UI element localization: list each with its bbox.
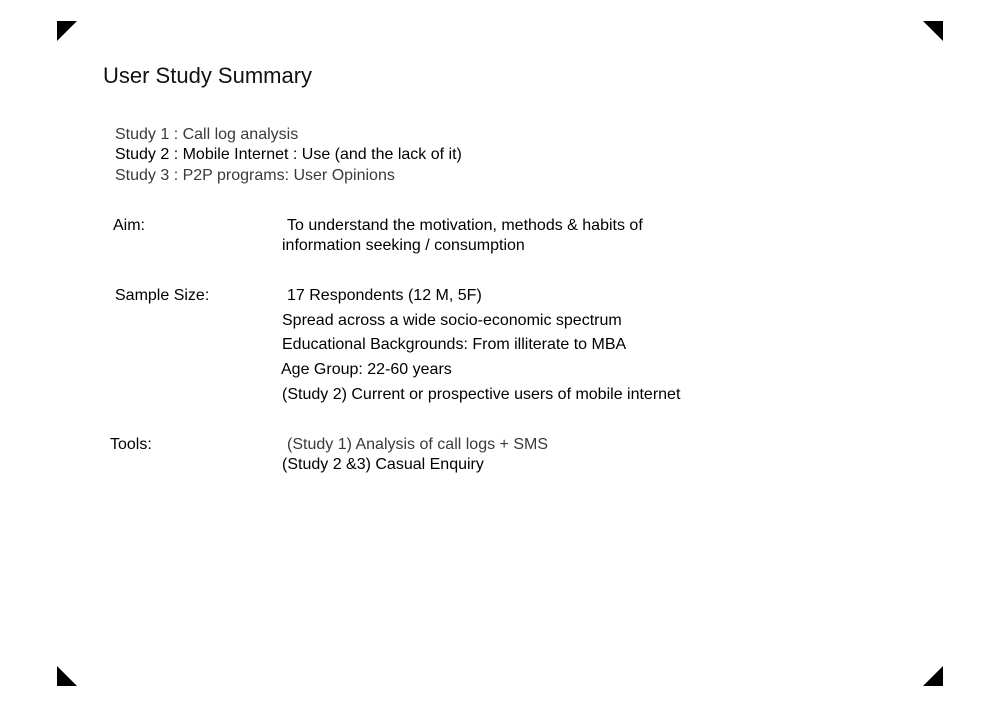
corner-mark-bottom-left — [57, 666, 77, 686]
study-1-line: Study 1 : Call log analysis — [115, 126, 299, 143]
tools-label: Tools: — [110, 436, 152, 453]
corner-mark-top-right — [923, 21, 943, 41]
sample-line-5: (Study 2) Current or prospective users of mobile internet — [282, 386, 681, 403]
sample-line-2: Spread across a wide socio-economic spectrum — [282, 312, 622, 329]
tools-line-1: (Study 1) Analysis of call logs + SMS — [287, 436, 548, 453]
aim-line-2: information seeking / consumption — [282, 237, 525, 254]
aim-line-1: To understand the motivation, methods & habits of — [287, 217, 643, 234]
study-2-line: Study 2 : Mobile Internet : Use (and the lack of it) — [115, 146, 462, 163]
sample-line-4: Age Group: 22-60 years — [281, 361, 452, 378]
aim-label: Aim: — [113, 217, 145, 234]
corner-mark-bottom-right — [923, 666, 943, 686]
sample-line-1: 17 Respondents (12 M, 5F) — [287, 287, 482, 304]
sample-line-3: Educational Backgrounds: From illiterate to MBA — [282, 336, 627, 353]
study-3-line: Study 3 : P2P programs: User Opinions — [115, 167, 395, 184]
page-title: User Study Summary — [103, 63, 313, 88]
sample-size-label: Sample Size: — [115, 287, 210, 304]
tools-line-2: (Study 2 &3) Casual Enquiry — [282, 456, 484, 473]
corner-mark-top-left — [57, 21, 77, 41]
